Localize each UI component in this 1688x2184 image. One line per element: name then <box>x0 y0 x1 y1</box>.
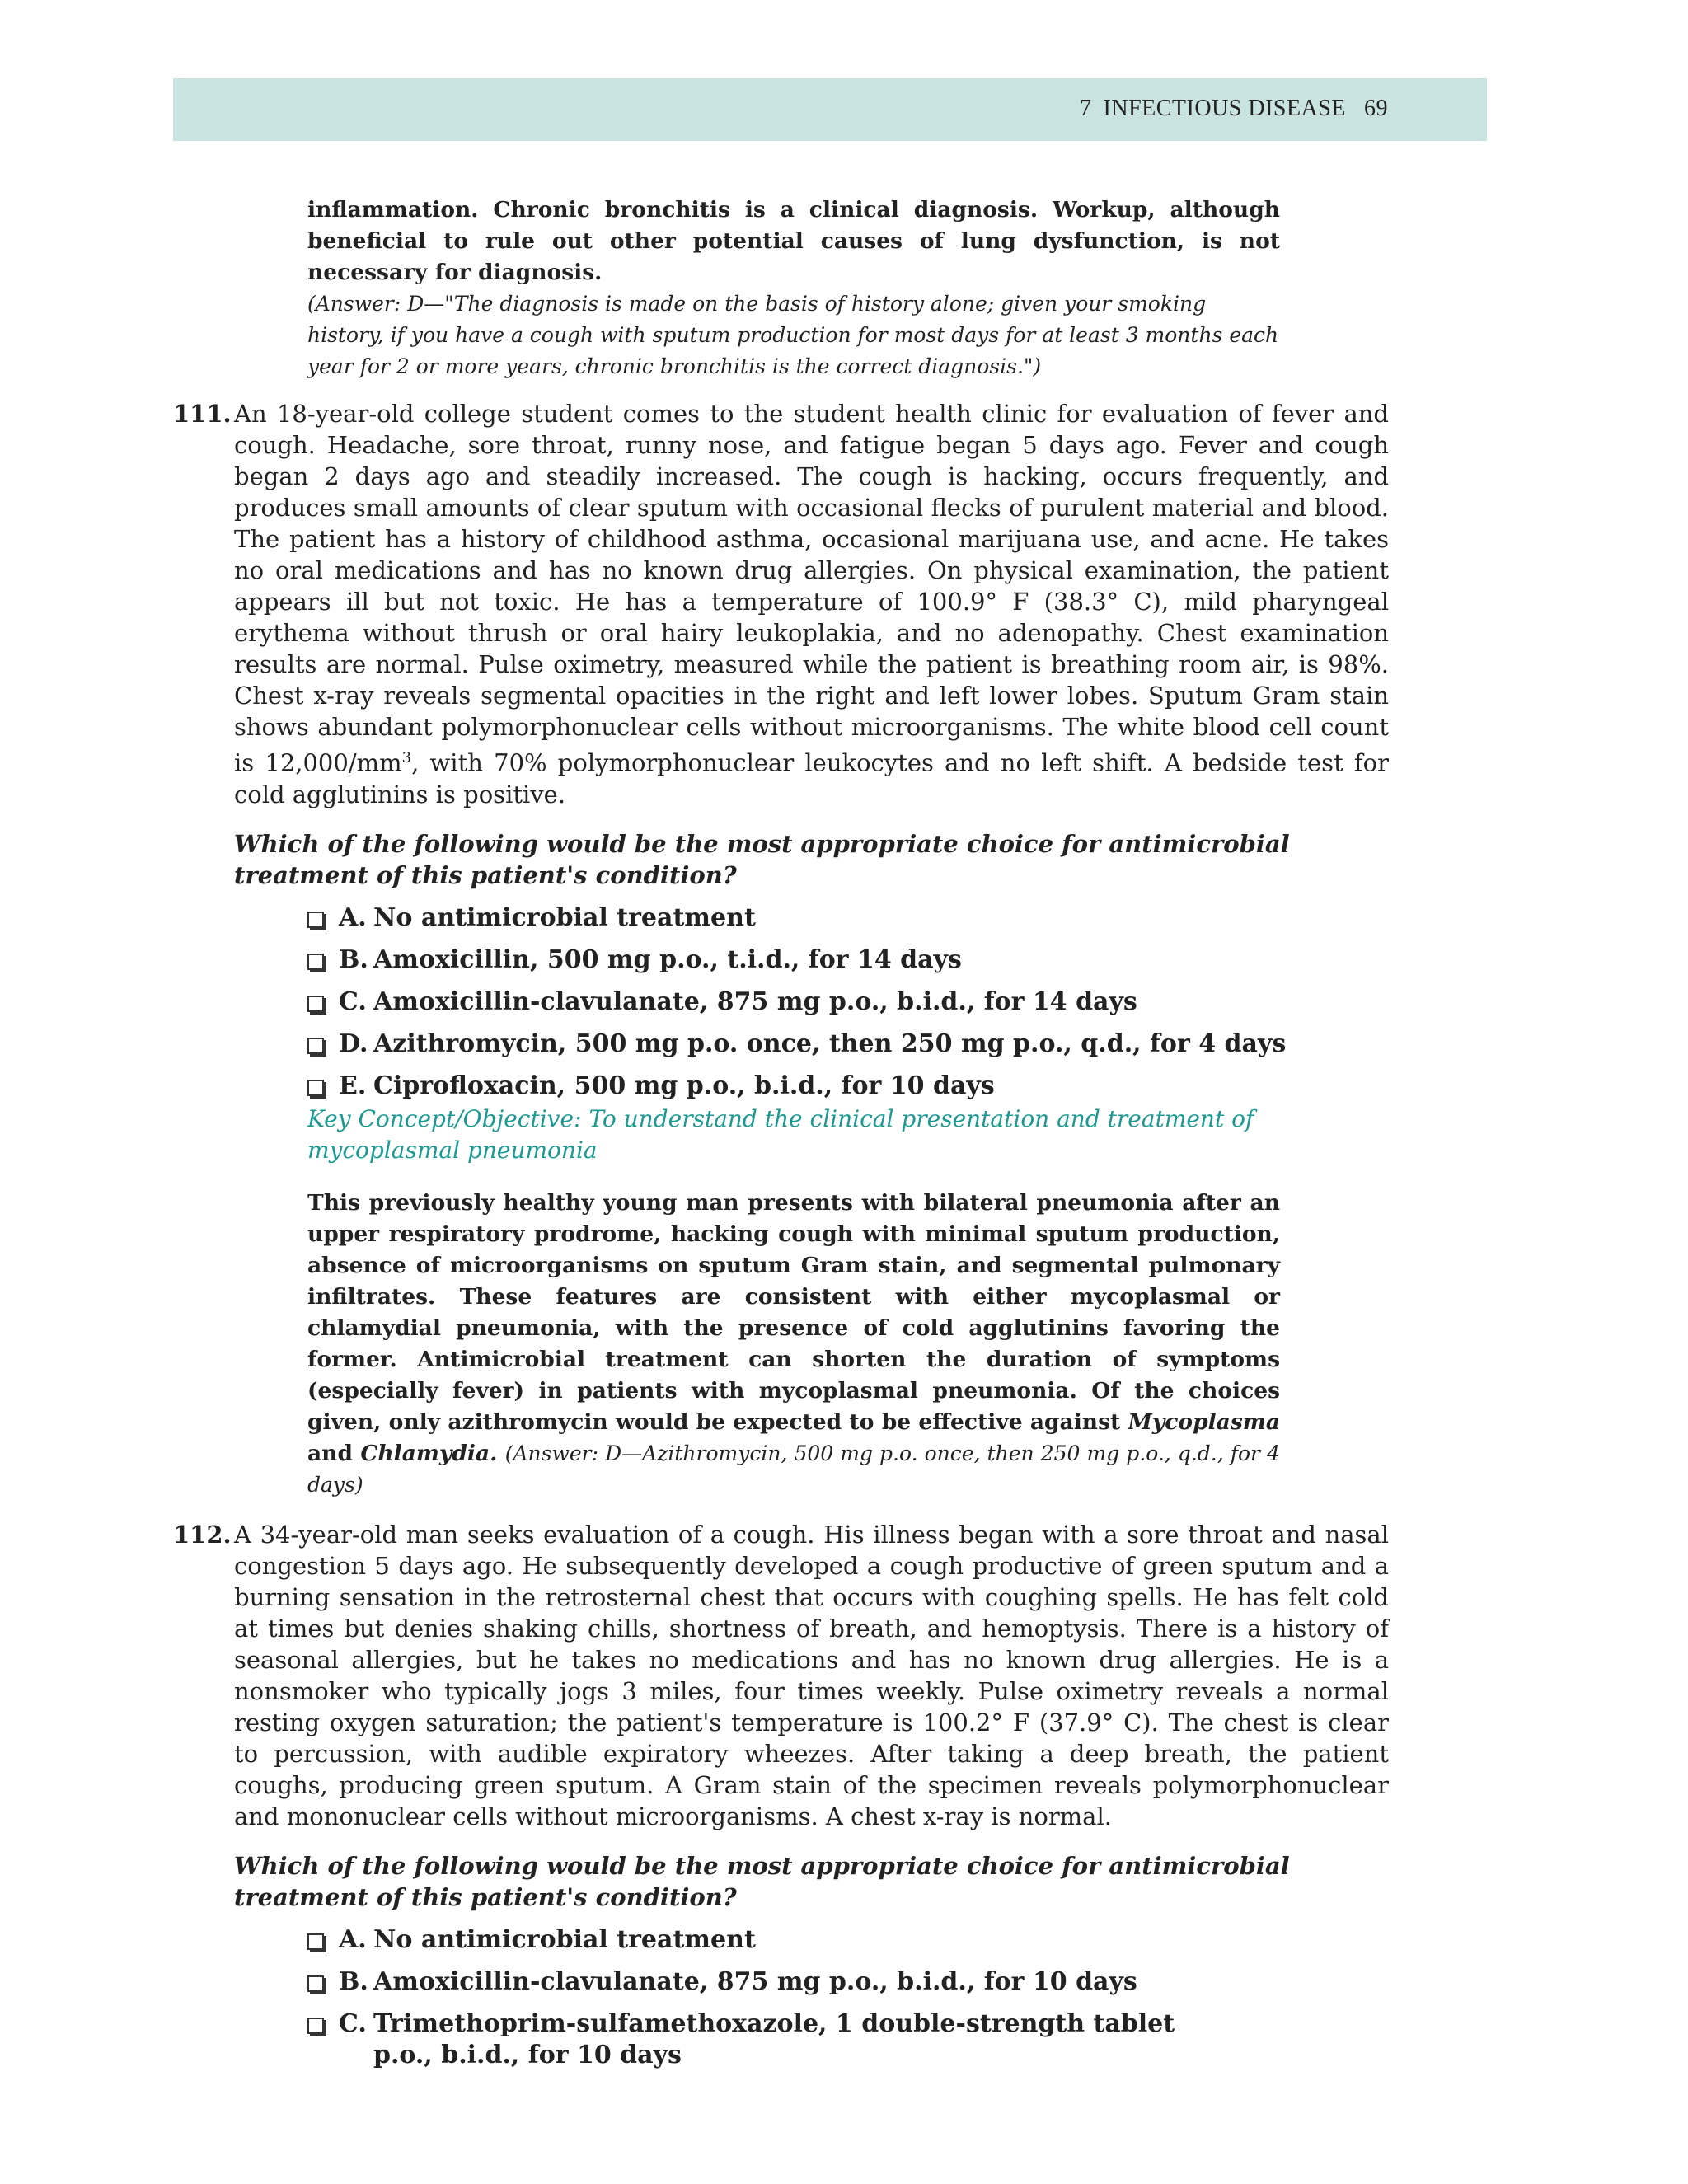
question-stem <box>234 398 1389 810</box>
question-number: 112. <box>173 1521 232 1549</box>
question-number: 111. <box>173 400 232 428</box>
checkbox-icon[interactable] <box>307 1038 324 1054</box>
key-concept: Key Concept/Objective: To understand the clinical presentation and treatment of mycoplasmal pneumonia <box>307 1105 1254 1164</box>
option-e[interactable] <box>307 1071 1389 1102</box>
question-prompt: Which of the following would be the most appropriate choice for antimicrobial treatment of this patient's condition? <box>234 829 1290 889</box>
option-text: No antimicrobial treatment <box>373 902 756 932</box>
option-text: Trimethoprim-sulfamethoxazole, 1 double-strength tablet p.o., b.i.d., for 10 days <box>373 2009 1175 2069</box>
question-stem-part-1: An 18-year-old college student comes to the student health clinic for evaluation of fever and cough. Headache, sore throat, runny nose, and fatigue began 5 days ago. Fever and cough began 2 days ago and steadily increased. The cough is hacking, occurs frequently, and produces small amounts of clear sputum with occasional flecks of purulent material and blood. The patient has a history of childhood asthma, occasional marijuana use, and acne. He takes no oral medications and has no known drug allergies. On physical examination, the patient appears ill but not toxic. He has a temperature of 100.9° F (38.3° C), mild pharyngeal erythema without thrush or oral hairy leukoplakia, and no adenopathy. Chest examination results are normal. Pulse oximetry, measured while the patient is breathing room air, is 98%. Chest x-ray reveals segmental opacities in the right and left lower lobes. Sputum Gram stain shows abundant polymorphonuclear cells without microorganisms. The white blood cell count is 12,000/mm <box>234 400 1389 777</box>
chapter-number: 7 <box>1080 96 1092 121</box>
option-a[interactable] <box>307 902 1389 934</box>
question-112 <box>173 1519 1389 2082</box>
option-letter: E. <box>339 1071 367 1100</box>
option-letter: C. <box>339 2009 367 2038</box>
option-letter: B. <box>339 1967 368 1996</box>
option-letter: A. <box>339 902 367 932</box>
option-letter: C. <box>339 987 367 1016</box>
chapter-title: INFECTIOUS DISEASE <box>1103 96 1346 121</box>
option-d[interactable] <box>307 1029 1389 1060</box>
option-text: Amoxicillin-clavulanate, 875 mg p.o., b.i.d., for 10 days <box>373 1967 1137 1996</box>
answer-options <box>307 902 1389 1102</box>
option-a[interactable] <box>307 1924 1389 1956</box>
previous-explanation-text: inflammation. Chronic bronchitis is a clinical diagnosis. Workup, although beneficial to rule out other potential causes of lung dysfunction, is not necessary for diagnosis. <box>307 197 1280 285</box>
option-text: Azithromycin, 500 mg p.o. once, then 250 mg p.o., q.d., for 4 days <box>373 1029 1287 1058</box>
genus-chlamydia: Chlamydia. <box>360 1441 498 1466</box>
checkbox-icon[interactable] <box>307 1933 324 1950</box>
option-b[interactable] <box>307 1966 1389 1998</box>
superscript: 3 <box>401 749 412 766</box>
option-letter: B. <box>339 944 368 974</box>
previous-answer: (Answer: D—"The diagnosis is made on the basis of history alone; given your smoking history, if you have a cough with sputum production for most days for at least 3 months each year for 2 or more years, chronic bronchitis is the correct diagnosis.") <box>307 292 1279 378</box>
explanation-and: and <box>307 1441 353 1466</box>
checkbox-icon[interactable] <box>307 1975 324 1992</box>
question-112-stem-row <box>173 1519 1389 1832</box>
option-letter: A. <box>339 1925 367 1954</box>
question-111 <box>173 398 1389 1113</box>
option-c[interactable] <box>307 2008 1214 2071</box>
explanation-text <box>307 1188 1280 1501</box>
option-text: Amoxicillin-clavulanate, 875 mg p.o., b.i.d., for 14 days <box>373 987 1137 1016</box>
page-number: 69 <box>1364 96 1388 121</box>
option-letter: D. <box>339 1029 368 1058</box>
option-b[interactable] <box>307 944 1389 976</box>
option-text: Amoxicillin, 500 mg p.o., t.i.d., for 14 days <box>373 944 962 974</box>
checkbox-icon[interactable] <box>307 996 324 1012</box>
option-text: Ciprofloxacin, 500 mg p.o., b.i.d., for 10 days <box>373 1071 995 1100</box>
question-stem: A 34-year-old man seeks evaluation of a cough. His illness began with a sore throat and nasal congestion 5 days ago. He subsequently developed a cough productive of green sputum and a burning sensation in the retrosternal chest that occurs with coughing spells. He has felt cold at times but denies shaking chills, shortness of breath, and hemoptysis. There is a history of seasonal allergies, but he takes no medications and has no known drug allergies. He is a nonsmoker who typically jogs 3 miles, four times weekly. Pulse oximetry reveals a normal resting oxygen saturation; the patient's temperature is 100.2° F (37.9° C). The chest is clear to percussion, with audible expiratory wheezes. After taking a deep breath, the patient coughs, producing green sputum. A Gram stain of the specimen reveals polymorphonuclear and mononuclear cells without microorganisms. A chest x-ray is normal. <box>234 1521 1389 1830</box>
checkbox-icon[interactable] <box>307 954 324 970</box>
header-text <box>1080 96 1388 122</box>
checkbox-icon[interactable] <box>307 1080 324 1096</box>
checkbox-icon[interactable] <box>307 912 324 928</box>
previous-explanation <box>307 194 1280 382</box>
explanation-answer: (Answer: D—Azithromycin, 500 mg p.o. once, then 250 mg p.o., q.d., for 4 days) <box>307 1441 1280 1497</box>
question-stem-part-2: , with 70% polymorphonuclear leukocytes and no left shift. A bedside test for cold agglutinins is positive. <box>234 748 1389 808</box>
option-c[interactable] <box>307 987 1389 1018</box>
question-111-stem-row <box>173 398 1389 810</box>
explanation-body: This previously healthy young man presents with bilateral pneumonia after an upper respiratory prodrome, hacking cough with minimal sputum production, absence of microorganisms on sputum Gram stain, and segmental pulmonary infiltrates. These features are consistent with either mycoplasmal or chlamydial pneumonia, with the presence of cold agglutinins favoring the former. Antimicrobial treatment can shorten the duration of symptoms (especially fever) in patients with mycoplasmal pneumonia. Of the choices given, only azithromycin would be expected to be effective against <box>307 1190 1280 1435</box>
option-text: No antimicrobial treatment <box>373 1925 756 1954</box>
running-header <box>173 78 1487 141</box>
explanation-111 <box>307 1188 1280 1501</box>
question-prompt: Which of the following would be the most appropriate choice for antimicrobial treatment of this patient's condition? <box>234 1852 1290 1911</box>
checkbox-icon[interactable] <box>307 2018 324 2034</box>
genus-mycoplasma: Mycoplasma <box>1128 1409 1280 1435</box>
answer-options <box>307 1924 1389 2071</box>
